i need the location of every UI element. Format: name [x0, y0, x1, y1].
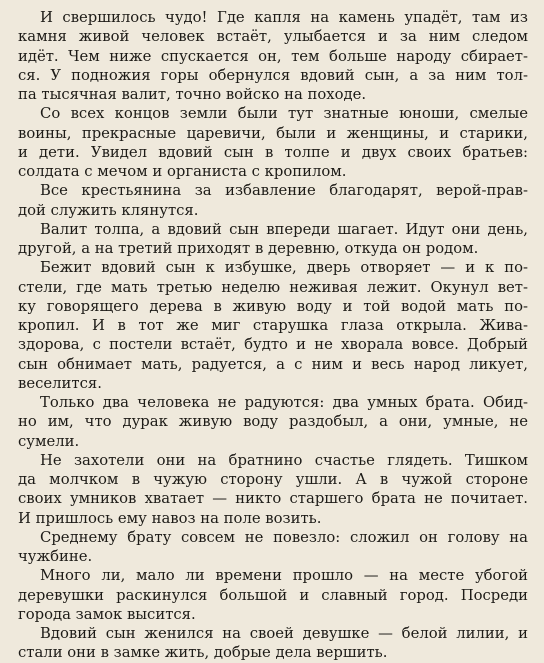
- paragraph: [18, 220, 528, 259]
- text-line: ся. У подножия горы обернулся вдовий сын, а за ним тол-: [18, 66, 528, 84]
- text-line: Все крестьянина за избавление благодарят, верой-прав-: [40, 182, 528, 200]
- text-line: Бежит вдовий сын к избушке, дверь отворяет — и к по-: [40, 259, 528, 277]
- text-line: па тысячная валит, точно войско на походе.: [18, 86, 367, 103]
- text-line: воины, прекрасные царевичи, были и женщины, и старики,: [18, 124, 528, 142]
- text-line: Со всех концов земли были тут знатные юноши, смелые: [40, 105, 528, 123]
- paragraph: [18, 451, 528, 528]
- paragraph: [18, 528, 528, 567]
- paragraph: [18, 624, 528, 663]
- text-line: дой служить клянутся.: [18, 201, 199, 219]
- paragraph: [18, 8, 528, 104]
- text-line: своих умников хватает — никто старшего брата не почитает.: [18, 490, 528, 508]
- text-line: кропил. И в тот же миг старушка глаза открыла. Жива-: [18, 317, 528, 334]
- text-line: другой, а на третий приходят в деревню, откуда он родом.: [18, 240, 479, 257]
- text-line: Только два человека не радуются: два умных брата. Обид-: [40, 394, 528, 411]
- text-line: сумели.: [18, 432, 80, 450]
- paragraph: [18, 104, 528, 181]
- page-text: [18, 8, 528, 663]
- text-line: идёт. Чем ниже спускается он, тем больше народу сбирает-: [18, 47, 528, 65]
- text-line: стали они в замке жить, добрые дела вершить.: [18, 644, 388, 662]
- text-line: деревушки раскинулся большой и славный город. Посреди: [18, 586, 528, 604]
- text-line: и дети. Увидел вдовий сын в толпе и двух своих братьев:: [18, 143, 528, 161]
- text-line: И пришлось ему навоз на поле возить.: [18, 509, 322, 527]
- text-line: солдата с мечом и органиста с кропилом.: [18, 163, 347, 180]
- text-line: города замок высится.: [18, 605, 196, 623]
- text-line: стели, где мать третью неделю неживая лежит. Окунул вет-: [18, 278, 528, 296]
- text-line: Много ли, мало ли времени прошло — на месте убогой: [40, 567, 528, 585]
- text-line: чужбине.: [18, 548, 93, 565]
- text-line: ку говорящего дерева в живую воду и той водой мать по-: [18, 297, 528, 315]
- paragraph: [18, 393, 528, 451]
- text-line: Не захотели они на братнино счастье глядеть. Тишком: [40, 451, 528, 469]
- text-line: И свершилось чудо! Где капля на камень упадёт, там из: [40, 9, 528, 26]
- text-line: сын обнимает мать, радуется, а с ним и весь народ ликует,: [18, 355, 528, 373]
- paragraph: [18, 258, 528, 393]
- text-line: да молчком в чужую сторону ушли. А в чужой стороне: [18, 471, 528, 488]
- text-line: веселится.: [18, 374, 102, 392]
- paragraph: [18, 181, 528, 220]
- text-line: Среднему брату совсем не повезло: сложил он голову на: [40, 528, 528, 546]
- text-line: камня живой человек встаёт, улыбается и за ним следом: [18, 28, 528, 46]
- text-line: но им, что дурак живую воду раздобыл, а они, умные, не: [18, 413, 528, 431]
- text-line: Вдовий сын женился на своей девушке — белой лилии, и: [40, 625, 528, 642]
- text-line: Валит толпа, а вдовий сын впереди шагает. Идут они день,: [40, 220, 528, 238]
- text-line: здорова, с постели встаёт, будто и не хворала вовсе. Добрый: [18, 336, 528, 354]
- paragraph: [18, 566, 528, 624]
